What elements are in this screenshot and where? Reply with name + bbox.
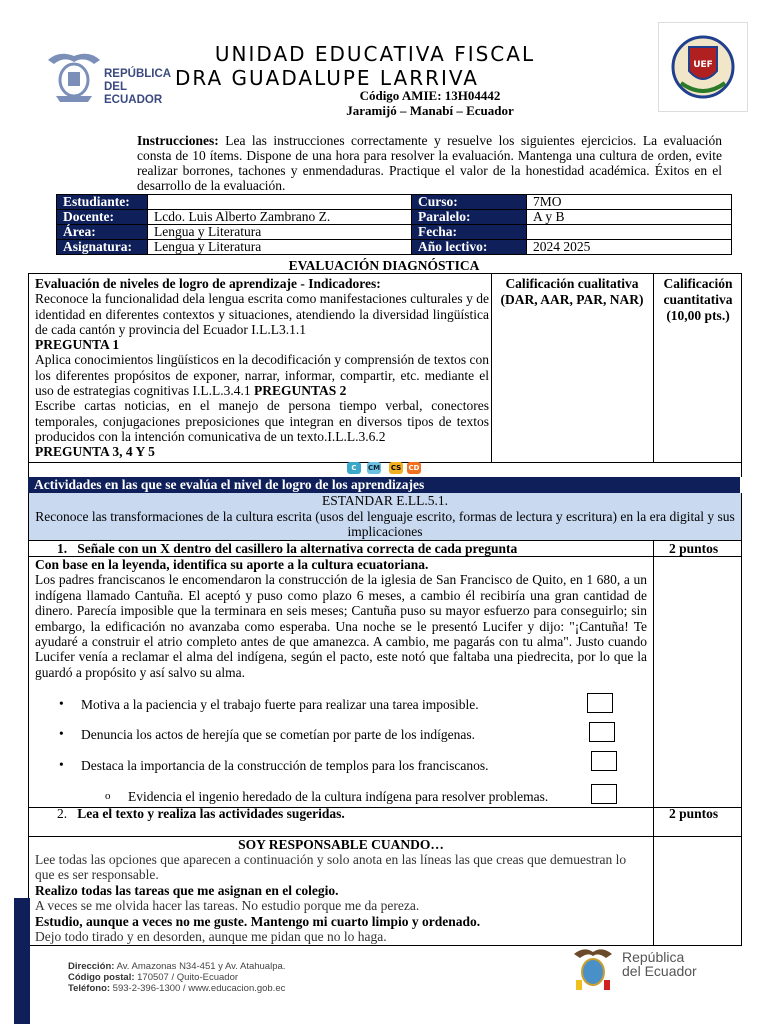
question-2-points: 2 puntos bbox=[669, 806, 719, 821]
student-field[interactable] bbox=[148, 195, 412, 210]
question-1 bbox=[28, 540, 742, 808]
option-4: Evidencia el ingenio heredado de la cultura indígena para resolver problemas. bbox=[128, 789, 549, 804]
school-crest-icon bbox=[659, 23, 747, 111]
crest-text: UEF bbox=[693, 60, 713, 70]
bullet-icon: • bbox=[59, 726, 64, 741]
parallel-value: A y B bbox=[527, 210, 732, 225]
instructions-label: Instrucciones: bbox=[137, 133, 219, 148]
question-2 bbox=[28, 806, 742, 837]
parallel-label: Paralelo: bbox=[412, 210, 527, 225]
logo-text-line1: REPÚBLICA bbox=[104, 68, 172, 80]
area-value: Lengua y Literatura bbox=[148, 225, 412, 240]
coat-of-arms-icon bbox=[570, 944, 616, 992]
indicator-2-question: PREGUNTAS 2 bbox=[253, 383, 347, 399]
math-badge-icon: CM bbox=[367, 464, 381, 472]
table-row bbox=[57, 240, 732, 255]
subject-label: Asignatura: bbox=[57, 240, 148, 255]
option-3-checkbox[interactable] bbox=[591, 751, 617, 771]
bullet-icon: • bbox=[59, 696, 64, 711]
column-divider bbox=[653, 806, 654, 836]
indicator-3: Escribe cartas noticias, en el manejo de persona tiempo verbal, conectores temporales, conjugaciones preposiciones que integran en diversos tipos de textos producidos con la intención comunicativa de un texto.I.L.L.3.6.2 bbox=[35, 398, 489, 444]
competency-badges bbox=[28, 461, 742, 477]
circle-bullet-icon: o bbox=[105, 790, 111, 802]
column-divider bbox=[491, 274, 492, 462]
footer-accent-bar bbox=[14, 898, 30, 1024]
question-2-title-text: Lea el texto y realiza las actividades sugeridas. bbox=[77, 806, 345, 821]
indicators-text bbox=[35, 276, 489, 460]
option-1-checkbox[interactable] bbox=[587, 693, 613, 713]
address-label: Dirección: bbox=[68, 961, 115, 972]
logo-text-line2: DEL ECUADOR bbox=[104, 81, 163, 106]
coat-of-arms-icon bbox=[44, 46, 104, 106]
phone-label: Teléfono: bbox=[68, 983, 111, 994]
school-logo bbox=[658, 22, 748, 112]
footer-brand bbox=[570, 944, 720, 994]
option-1: Motiva a la paciencia y el trabajo fuerte para realizar una tarea imposible. bbox=[81, 697, 479, 712]
phone-value: 593-2-396-1300 / www.educacion.gob.ec bbox=[110, 983, 286, 994]
teacher-label: Docente: bbox=[57, 210, 148, 225]
section-body bbox=[35, 852, 647, 944]
student-info-table bbox=[56, 194, 732, 255]
indicators-heading: Evaluación de niveles de logro de aprendizaje - Indicadores: bbox=[35, 276, 381, 291]
question-1-title bbox=[57, 541, 517, 556]
indicator-2: Aplica conocimientos lingüísticos en la decodificación y comprensión de textos con los diferentes propósitos de exponer, narrar, informar, compartir, etc. mediante el uso de estrategias cognitivas I.L.L.3.4.1 bbox=[35, 352, 489, 399]
table-row bbox=[57, 225, 732, 240]
question-1-title-text: Señale con un X dentro del casillero la alternativa correcta de cada pregunta bbox=[77, 541, 518, 556]
brand-line-2: del Ecuador bbox=[622, 963, 697, 979]
statement-2: A veces se me olvida hacer las tareas. No estudio porque me da pereza. bbox=[35, 898, 420, 914]
footer-address-line bbox=[68, 961, 285, 972]
instructions bbox=[137, 133, 722, 193]
footer-postal-line bbox=[68, 972, 285, 983]
qualitative-grade-heading: Calificación cualitativa (DAR, AAR, PAR, NAR) bbox=[500, 276, 644, 307]
location: Jaramijó – Manabí – Ecuador bbox=[346, 103, 514, 118]
student-label: Estudiante: bbox=[57, 195, 148, 210]
option-2: Denuncia los actos de herejía que se cometían por parte de los indígenas. bbox=[81, 727, 475, 742]
amie-code: Código AMIE: 13H04442 bbox=[359, 88, 501, 103]
school-name bbox=[175, 42, 575, 90]
section-title: SOY RESPONSABLE CUANDO… bbox=[238, 837, 444, 852]
column-divider bbox=[653, 274, 654, 462]
responsibility-section bbox=[28, 836, 742, 946]
ecuador-logo bbox=[44, 46, 174, 106]
standard-box bbox=[28, 493, 742, 540]
standard-code: ESTANDAR E.LL.5.1. bbox=[321, 493, 449, 508]
indicator-3-question: PREGUNTA 3, 4 Y 5 bbox=[35, 444, 155, 460]
question-2-number: 2. bbox=[57, 806, 68, 821]
area-label: Área: bbox=[57, 225, 148, 240]
instructions-text: Lea las instrucciones correctamente y resuelve los siguientes ejercicios. La evaluación consta de 10 ítems. Dispone de una hora para resolver la evaluación. Mantenga una cultura de orden, evite realizar borrones, tachones y enmendaduras. Practique el valor de la honestidad académica. Éxitos en el desarrollo de la evaluación. bbox=[137, 133, 722, 193]
date-label: Fecha: bbox=[412, 225, 527, 240]
option-4-checkbox[interactable] bbox=[591, 784, 617, 804]
school-name-line2: DRA GUADALUPE LARRIVA bbox=[175, 66, 479, 90]
school-name-line1: UNIDAD EDUCATIVA FISCAL bbox=[214, 42, 536, 66]
date-field[interactable] bbox=[527, 225, 732, 240]
school-year-label: Año lectivo: bbox=[412, 240, 527, 255]
communication-badge-icon: C bbox=[347, 462, 361, 474]
bullet-icon: • bbox=[59, 757, 64, 772]
option-2-checkbox[interactable] bbox=[589, 722, 615, 742]
quantitative-grade-heading: Calificación cuantitativa (10,00 pts.) bbox=[663, 276, 733, 323]
activities-bar-text: Actividades en las que se evalúa el nivel de logro de los aprendizajes bbox=[34, 477, 425, 492]
course-value: 7MO bbox=[527, 195, 732, 210]
question-1-subtitle: Con base en la leyenda, identifica su aporte a la cultura ecuatoriana. bbox=[35, 557, 429, 572]
teacher-value: Lcdo. Luis Alberto Zambrano Z. bbox=[148, 210, 412, 225]
course-label: Curso: bbox=[412, 195, 527, 210]
column-divider bbox=[653, 837, 654, 945]
column-divider bbox=[653, 541, 654, 807]
indicator-1: Reconoce la funcionalidad dela lengua escrita como manifestaciones culturales y de identidad en diferentes contextos y situaciones, atendiendo la diversidad lingüística de cada cantón y provincia del Ecuador I.L.L3.1.1 bbox=[35, 291, 489, 337]
statement-1: Realizo todas las tareas que me asignan en el colegio. bbox=[35, 882, 339, 898]
evaluation-indicators bbox=[28, 273, 742, 463]
question-2-title bbox=[57, 806, 345, 821]
diagnostic-title: EVALUACIÓN DIAGNÓSTICA bbox=[288, 258, 480, 273]
question-1-points: 2 puntos bbox=[669, 541, 719, 556]
standard-text: Reconoce las transformaciones de la cultura escrita (usos del lenguaje escrito, formas de lectura y escritura) en la era digital y sus implicaciones bbox=[35, 508, 735, 539]
social-badge-icon: CS bbox=[390, 464, 402, 472]
postal-value: 170507 / Quito-Ecuador bbox=[134, 972, 239, 983]
digital-badge-icon: CD bbox=[408, 464, 420, 472]
statement-3: Estudio, aunque a veces no me guste. Mantengo mi cuarto limpio y ordenado. bbox=[35, 913, 481, 929]
indicator-1-question: PREGUNTA 1 bbox=[35, 337, 120, 353]
table-row bbox=[57, 210, 732, 225]
section-intro: Lee todas las opciones que aparecen a continuación y solo anota en las líneas las que creas que demuestran lo que es ser responsable. bbox=[35, 852, 627, 883]
statement-4: Dejo todo tirado y en desorden, aunque me pidan que no lo haga. bbox=[35, 929, 387, 945]
table-row bbox=[57, 195, 732, 210]
activities-bar bbox=[28, 477, 740, 493]
postal-label: Código postal: bbox=[68, 972, 135, 983]
brand-line-1: República bbox=[622, 949, 685, 965]
question-1-body bbox=[35, 557, 647, 680]
footer-address bbox=[68, 961, 285, 994]
subject-value: Lengua y Literatura bbox=[148, 240, 412, 255]
option-3: Destaca la importancia de la construcción de templos para los franciscanos. bbox=[81, 758, 489, 773]
question-1-number: 1. bbox=[57, 541, 68, 556]
address-value: Av. Amazonas N34-451 y Av. Atahualpa. bbox=[114, 961, 286, 972]
legend-story: Los padres franciscanos le encomendaron la construcción de la iglesia de San Francisco de Quito, en 1 680, a un indígena llamado Cantuña. El aceptó y puso como plazo 6 meses, a cambio él recibiría una gran cantidad de dinero. Parecía imposible que la terminara en seis meses; Cantuña puso su mayor esfuerzo para conseguirlo; sin embargo, la edificación no avanzaba como esperaba. Una noche se le presentó Lucifer y dijo: "¡Cantuña! Te ayudaré a construir el atrio completo antes de que amanezca. A cambio, me pagarás con tu alma". Justo cuando Lucifer venía a reclamar el alma del indígena, según el pacto, este notó que faltaba una piedrecita, por lo que la guardó a propósito y así salvo su alma. bbox=[35, 572, 647, 680]
school-year-value: 2024 2025 bbox=[527, 240, 732, 255]
footer-phone-line bbox=[68, 983, 285, 994]
